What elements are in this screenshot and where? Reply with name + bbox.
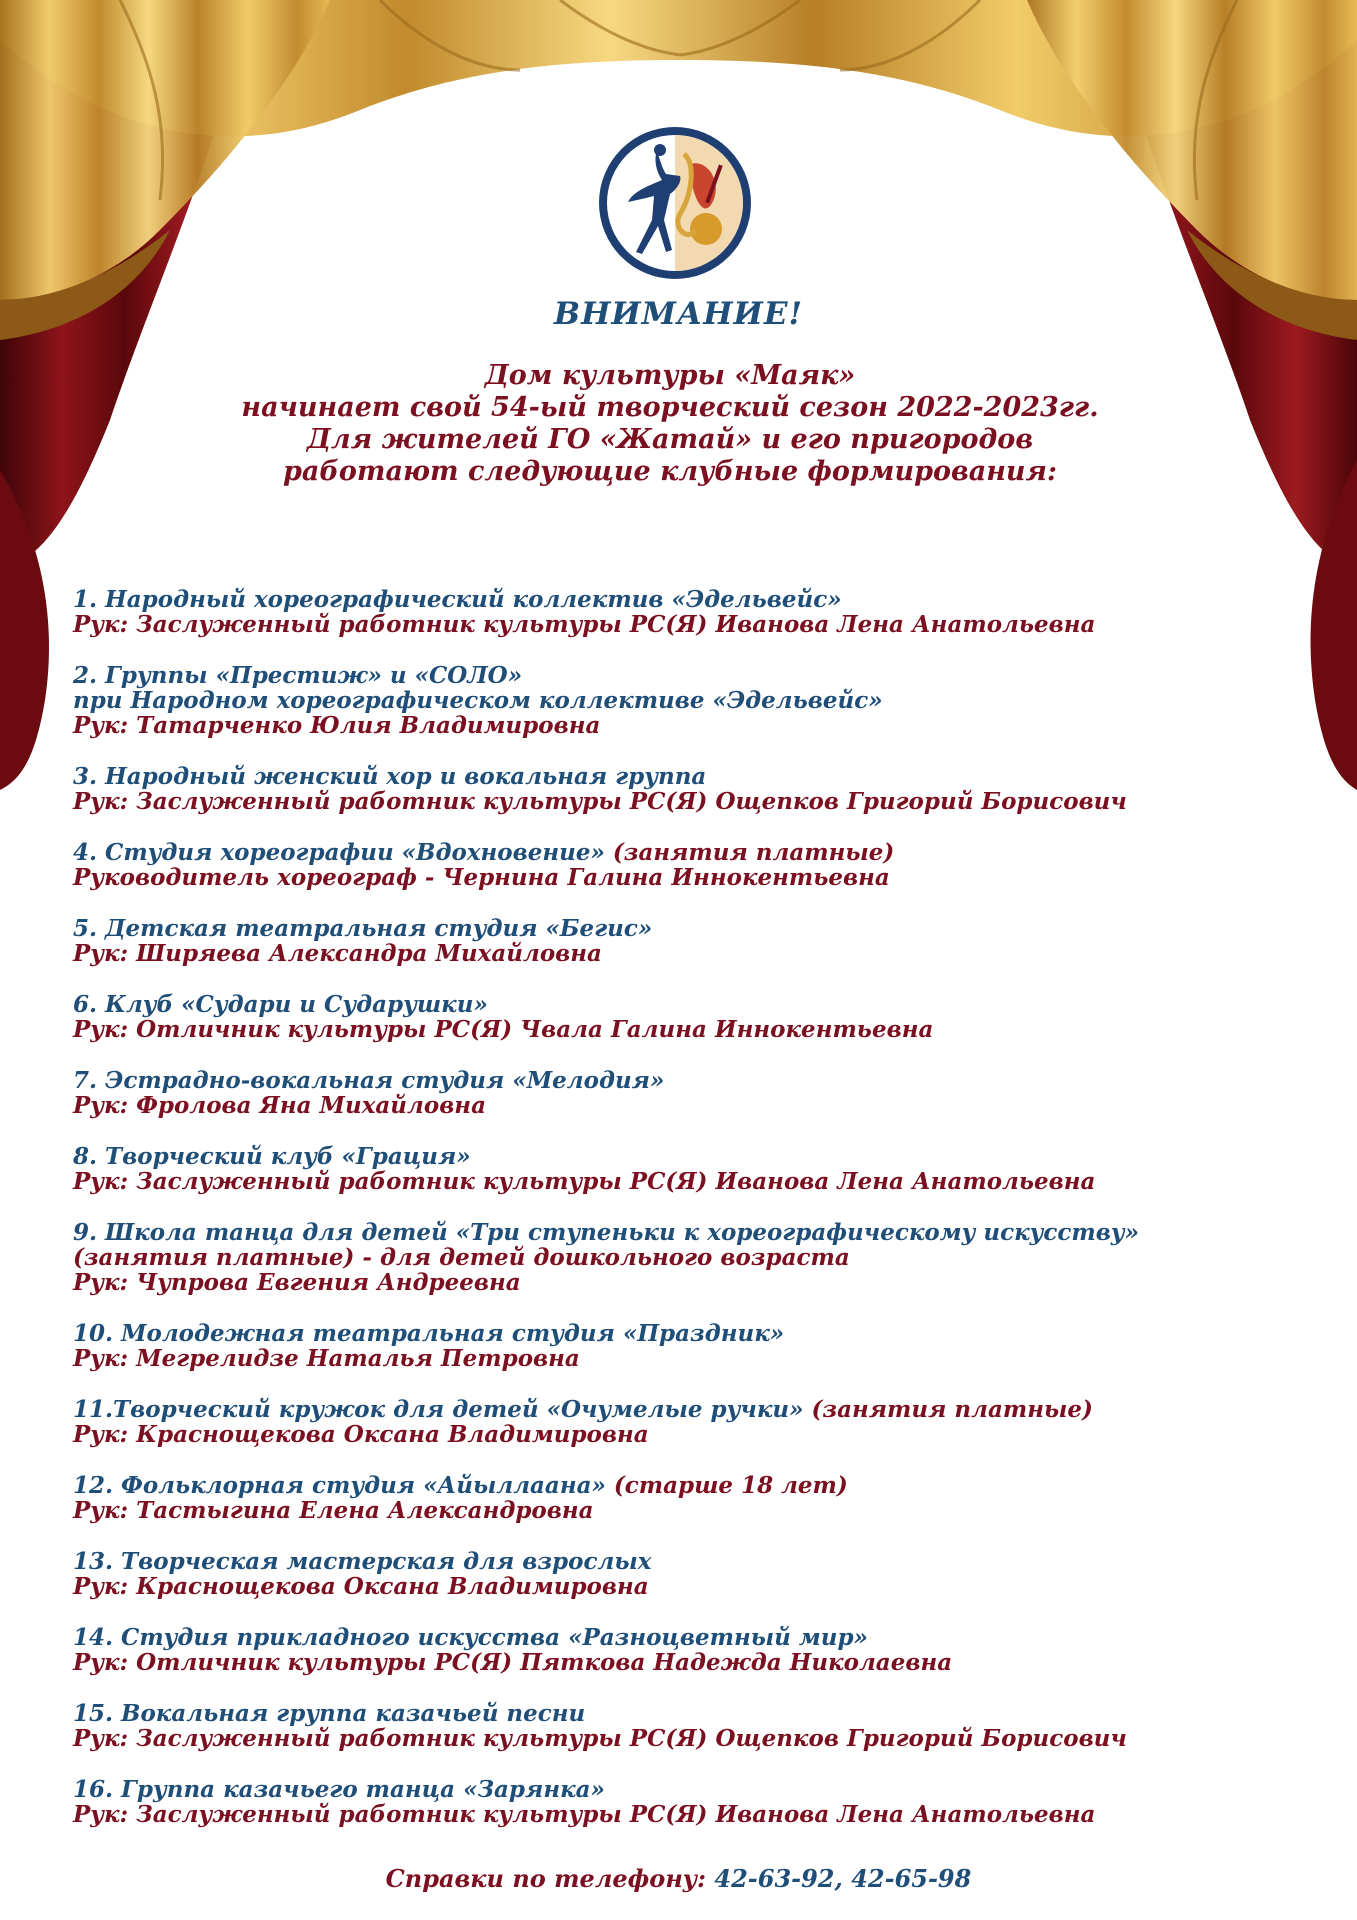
club-title: [73, 1220, 1303, 1245]
club-title-text: 9. Школа танца для детей «Три ступеньки к хореографическому искусству»: [73, 1219, 1139, 1246]
list-item: [73, 1473, 1303, 1523]
intro-line: Для жителей ГО «Жатай» и его пригородов: [306, 424, 1034, 455]
list-item: [73, 840, 1303, 890]
club-leader: Рук: Тастыгина Елена Александровна: [73, 1497, 594, 1524]
club-leader: Рук: Отличник культуры РС(Я) Чвала Галина Иннокентьевна: [73, 1016, 934, 1043]
club-leader: Рук: Фролова Яна Михайловна: [73, 1092, 486, 1119]
list-item: [73, 1397, 1303, 1447]
club-title-text: 8. Творческий клуб «Грация»: [73, 1143, 471, 1170]
list-item: [73, 992, 1303, 1042]
club-leader: Рук: Мегрелидзе Наталья Петровна: [73, 1345, 580, 1372]
club-title-text: 4. Студия хореографии «Вдохновение»: [73, 839, 605, 866]
club-title: [73, 840, 1303, 865]
club-title-text: 7. Эстрадно-вокальная студия «Мелодия»: [73, 1067, 665, 1094]
club-title-text: 3. Народный женский хор и вокальная группа: [73, 763, 707, 790]
list-item: [73, 1549, 1303, 1599]
club-title: [73, 1321, 1303, 1346]
list-item: [73, 764, 1303, 814]
list-item: [73, 1321, 1303, 1371]
club-list: [73, 587, 1303, 1853]
ballerina-music-emblem-icon: [596, 124, 754, 282]
club-leader: Рук: Краснощекова Оксана Владимировна: [73, 1573, 649, 1600]
list-item: [73, 587, 1303, 637]
club-title: [73, 992, 1303, 1017]
club-title: [73, 1701, 1303, 1726]
club-leader: Рук: Ширяева Александра Михайловна: [73, 940, 602, 967]
list-item: [73, 916, 1303, 966]
club-title-text: 11.Творческий кружок для детей «Очумелые ручки»: [73, 1396, 804, 1423]
intro-text: [160, 360, 1180, 488]
club-title-text: 15. Вокальная группа казачьей песни: [73, 1700, 586, 1727]
club-title: [73, 1777, 1303, 1802]
club-leader: Рук: Отличник культуры РС(Я) Пяткова Надежда Николаевна: [73, 1649, 953, 1676]
club-title-text: 14. Студия прикладного искусства «Разноцветный мир»: [73, 1624, 868, 1651]
club-leader: Рук: Заслуженный работник культуры РС(Я) Ощепков Григорий Борисович: [73, 1725, 1127, 1752]
club-leader: Руководитель хореограф - Чернина Галина Иннокентьевна: [73, 864, 890, 891]
club-leader: Рук: Заслуженный работник культуры РС(Я) Иванова Лена Анатольевна: [73, 611, 1096, 638]
intro-line: работают следующие клубные формирования:: [283, 456, 1057, 487]
contact-label: Справки по телефону:: [385, 1864, 707, 1893]
contact-footer: [0, 1864, 1357, 1893]
club-title: [73, 1473, 1303, 1498]
club-title-text: 10. Молодежная театральная студия «Праздник»: [73, 1320, 785, 1347]
club-title: [73, 1549, 1303, 1574]
intro-line: начинает свой 54-ый творческий сезон 2022-2023гг.: [241, 392, 1099, 423]
headline: ВНИМАНИЕ!: [553, 296, 804, 332]
club-title-text: 6. Клуб «Судари и Сударушки»: [73, 991, 488, 1018]
club-leader: Рук: Чупрова Евгения Андреевна: [73, 1269, 521, 1296]
list-item: [73, 663, 1303, 738]
club-title: [73, 1144, 1303, 1169]
club-leader: Рук: Краснощекова Оксана Владимировна: [73, 1421, 649, 1448]
club-title: [73, 1397, 1303, 1422]
contact-phones: 42-63-92, 42-65-98: [706, 1864, 972, 1893]
club-title: [73, 764, 1303, 789]
club-title: [73, 916, 1303, 941]
club-leader: Рук: Заслуженный работник культуры РС(Я) Иванова Лена Анатольевна: [73, 1801, 1096, 1828]
list-item: [73, 1068, 1303, 1118]
club-subtitle: при Народном хореографическом коллективе «Эдельвейс»: [73, 687, 883, 714]
club-note: (занятия платные): [604, 839, 895, 866]
list-item: [73, 1144, 1303, 1194]
club-note: (старше 18 лет): [605, 1472, 848, 1499]
club-title-text: 12. Фольклорная студия «Айыллаана»: [73, 1472, 606, 1499]
club-leader: Рук: Татарченко Юлия Владимировна: [73, 712, 601, 739]
list-item: [73, 1701, 1303, 1751]
list-item: [73, 1777, 1303, 1827]
club-subtitle: (занятия платные) - для детей дошкольного возраста: [73, 1244, 850, 1271]
club-leader: Рук: Заслуженный работник культуры РС(Я) Иванова Лена Анатольевна: [73, 1168, 1096, 1195]
club-note: (занятия платные): [803, 1396, 1093, 1423]
club-title: [73, 663, 1303, 688]
club-leader: Рук: Заслуженный работник культуры РС(Я) Ощепков Григорий Борисович: [73, 788, 1127, 815]
club-title-text: 16. Группа казачьего танца «Зарянка»: [73, 1776, 605, 1803]
club-title: [73, 1625, 1303, 1650]
list-item: [73, 1220, 1303, 1295]
logo: [596, 124, 754, 282]
club-title-text: 2. Группы «Престиж» и «СОЛО»: [73, 662, 523, 689]
club-title-text: 1. Народный хореографический коллектив «Эдельвейс»: [73, 586, 842, 613]
club-title: [73, 587, 1303, 612]
intro-line: Дом культуры «Маяк»: [484, 360, 856, 391]
list-item: [73, 1625, 1303, 1675]
club-title-text: 5. Детская театральная студия «Бегис»: [73, 915, 653, 942]
club-title-text: 13. Творческая мастерская для взрослых: [73, 1548, 652, 1575]
club-title: [73, 1068, 1303, 1093]
